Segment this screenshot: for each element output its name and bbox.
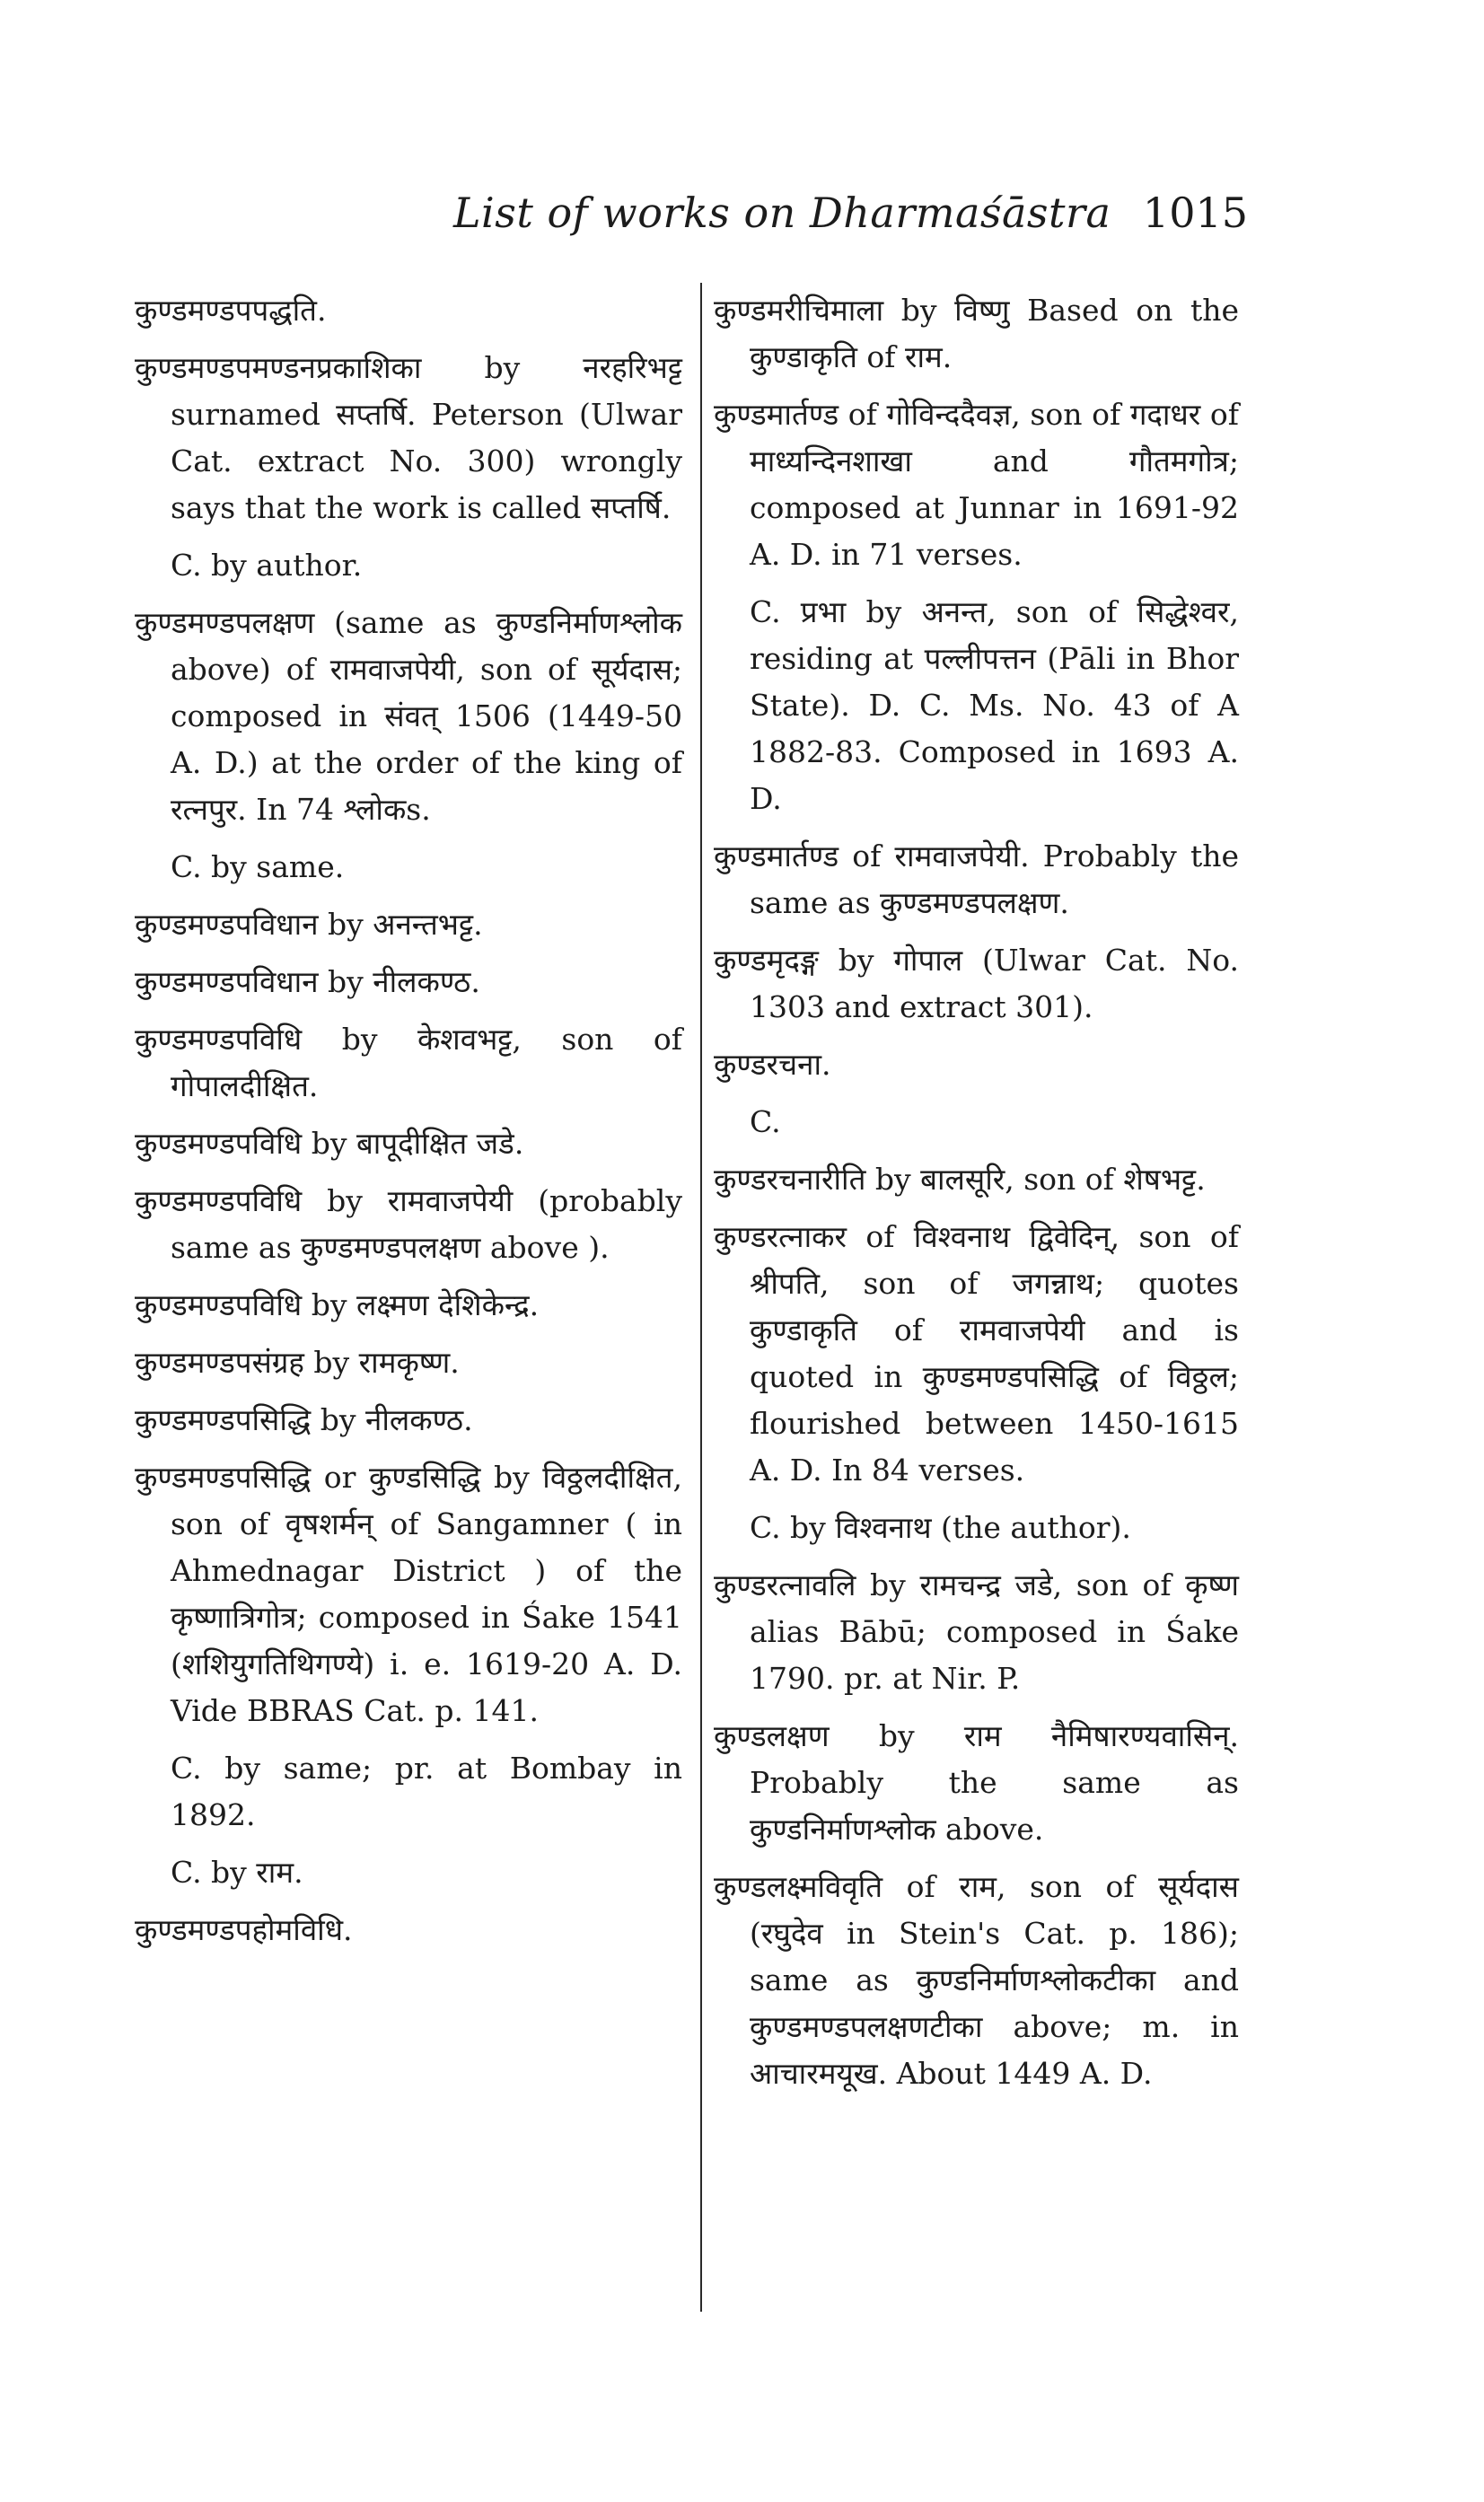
- entry: कुण्डमण्डपसंग्रह by रामकृष्ण.: [135, 1345, 460, 1380]
- entry: कुण्डमण्डपसिद्धि or कुण्डसिद्धि by विठ्ठलदीक्षित, son of वृषशर्मन् of Sangamner ( in Ahmednagar District ) of the कृष्णात्रिगोत्र; composed in Śake 1541 (शशियुगतिथिगण्ये) i. e. 1619-20 A. D. Vide BBRAS Cat. p. 141.: [135, 1460, 682, 1728]
- entry: कुण्डमरीचिमाला by विष्णु Based on the कुण्डाकृति of राम.: [714, 293, 1239, 374]
- entry: कुण्डमण्डपविधि by केशवभट्ट, son of गोपालदीक्षित.: [135, 1022, 682, 1103]
- page-number: 1015: [1142, 189, 1248, 237]
- page-header: [135, 189, 1248, 251]
- entry: कुण्डमण्डपविधि by लक्ष्मण देशिकेन्द्र.: [135, 1287, 540, 1322]
- running-title: List of works on Dharmaśāstra: [453, 189, 1111, 237]
- entry: कुण्डमण्डपहोमविधि.: [135, 1912, 353, 1947]
- entry: कुण्डमण्डपपद्धति.: [135, 293, 327, 328]
- entry: कुण्डमार्तण्ड of रामवाजपेयी. Probably the same as कुण्डमण्डपलक्षण.: [714, 838, 1239, 920]
- commentary-entry: C. by same; pr. at Bombay in 1892.: [171, 1751, 682, 1832]
- entry: कुण्डमण्डपविधान by अनन्तभट्ट.: [135, 907, 483, 942]
- entry: कुण्डमण्डपमण्डनप्रकाशिका by नरहरिभट्ट surnamed सप्तर्षि. Peterson (Ulwar Cat. extract No. 300) wrongly says that the work is called सप्तर्षि.: [135, 350, 682, 525]
- entry: कुण्डलक्षण by राम नैमिषारण्यवासिन्. Probably the same as कुण्डनिर्माणश्लोक above.: [714, 1718, 1239, 1847]
- column-divider: [700, 283, 702, 2312]
- entry: कुण्डरत्नावलि by रामचन्द्र जडे, son of कृष्ण alias Bābū; composed in Śake 1790. pr. at Nir. P.: [714, 1567, 1239, 1696]
- entry: कुण्डमण्डपविधि by बापूदीक्षित जडे.: [135, 1126, 524, 1161]
- commentary-entry: C.: [750, 1104, 781, 1139]
- entry: कुण्डमार्तण्ड of गोविन्ददैवज्ञ, son of गदाधर of माध्यन्दिनशाखा and गौतमगोत्र; composed at Junnar in 1691-92 A. D. in 71 verses.: [714, 397, 1239, 572]
- entry: कुण्डरत्नाकर of विश्वनाथ द्विवेदिन्, son of श्रीपति, son of जगन्नाथ; quotes कुण्डाकृति of रामवाजपेयी and is quoted in कुण्डमण्डपसिद्धि of विठ्ठल; flourished between 1450-1615 A. D. In 84 verses.: [714, 1219, 1239, 1488]
- entry: कुण्डमृदङ्ग by गोपाल (Ulwar Cat. No. 1303 and extract 301).: [714, 943, 1239, 1024]
- entry: कुण्डरचना.: [714, 1047, 831, 1082]
- entry: कुण्डरचनारीति by बालसूरि, son of शेषभट्ट.: [714, 1162, 1206, 1197]
- entry: कुण्डमण्डपविधि by रामवाजपेयी (probably same as कुण्डमण्डपलक्षण above ).: [135, 1183, 682, 1265]
- left-column: [135, 287, 682, 1964]
- commentary-entry: C. प्रभा by अनन्त, son of सिद्धेश्वर, residing at पल्लीपत्तन (Pāli in Bhor State). D. C. Ms. No. 43 of A 1882-83. Composed in 1693 A. D.: [750, 594, 1239, 816]
- entry: कुण्डमण्डपविधान by नीलकण्ठ.: [135, 964, 480, 999]
- commentary-entry: C. by author.: [171, 548, 363, 583]
- commentary-entry: C. by राम.: [171, 1855, 303, 1890]
- entry: कुण्डलक्ष्मविवृति of राम, son of सूर्यदास (रघुदेव in Stein's Cat. p. 186); same as कुण्डनिर्माणश्लोकटीका and कुण्डमण्डपलक्षणटीका above; m. in आचारमयूख. About 1449 A. D.: [714, 1869, 1239, 2091]
- entry: कुण्डमण्डपसिद्धि by नीलकण्ठ.: [135, 1402, 473, 1437]
- commentary-entry: C. by विश्वनाथ (the author).: [750, 1510, 1131, 1545]
- commentary-entry: C. by same.: [171, 849, 345, 884]
- entry: कुण्डमण्डपलक्षण (same as कुण्डनिर्माणश्लोक above) of रामवाजपेयी, son of सूर्यदास; composed in संवत् 1506 (1449-50 A. D.) at the order of the king of रत्नपुर. In 74 श्लोकs.: [135, 605, 682, 827]
- right-column: [714, 287, 1239, 2108]
